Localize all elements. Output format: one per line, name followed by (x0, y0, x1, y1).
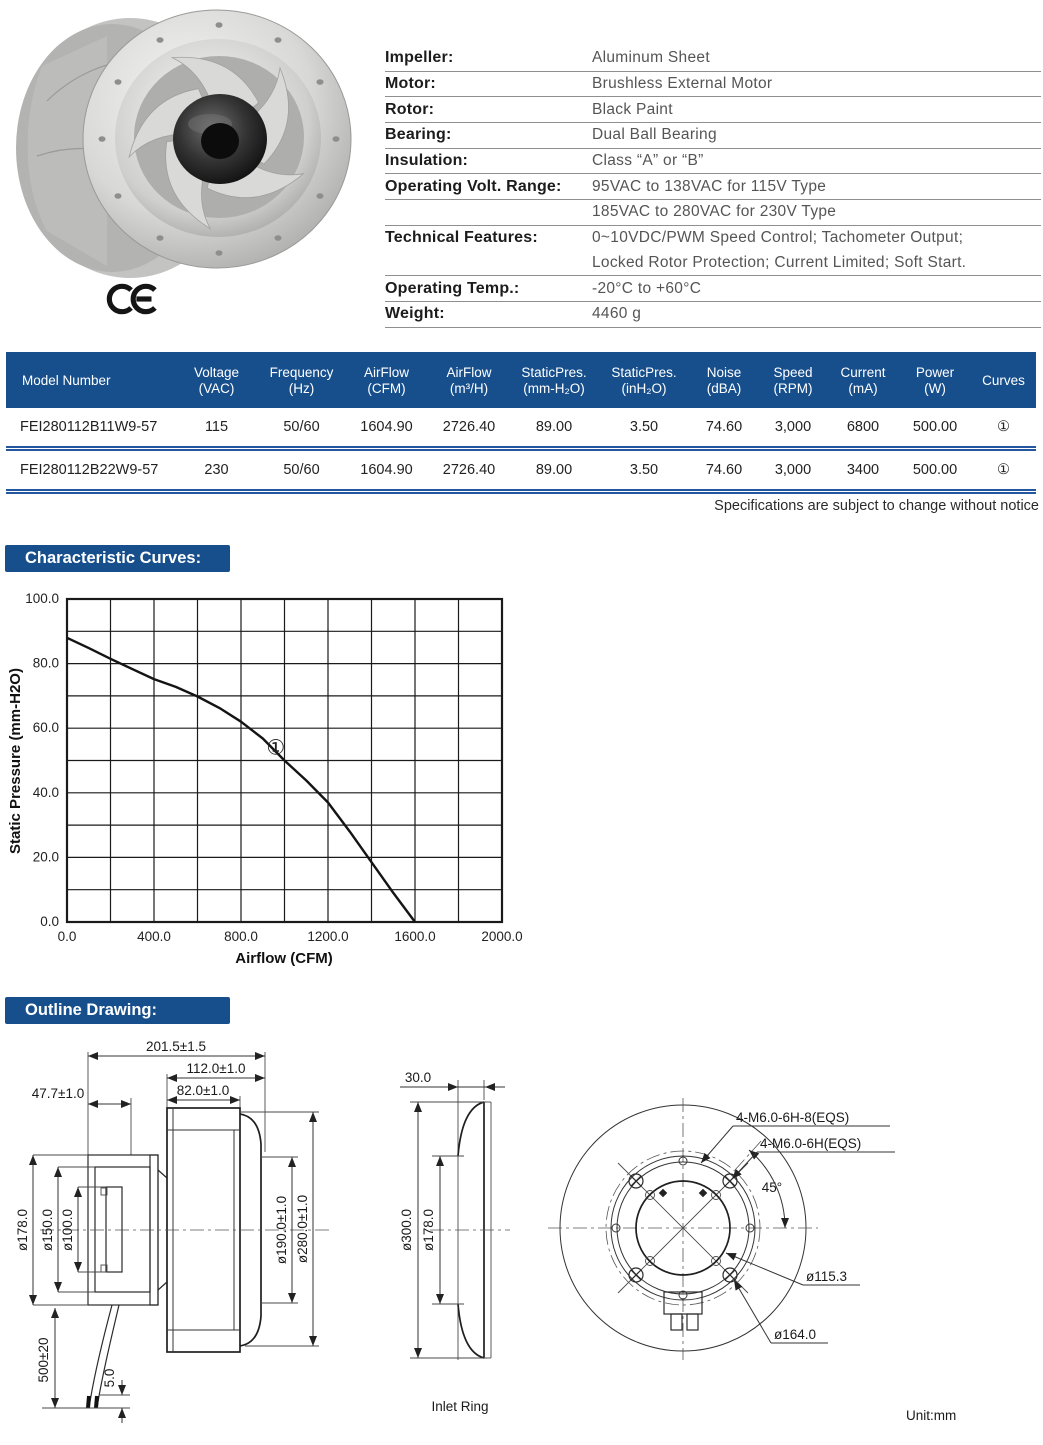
spec-value: Class “A” or “B” (592, 152, 704, 170)
spec-row (385, 174, 1041, 200)
svg-text:400.0: 400.0 (137, 929, 171, 944)
cell: 89.00 (509, 449, 599, 492)
dim-ring-inner: ø178.0 (421, 1208, 436, 1252)
dim-depth-112: 112.0±1.0 (186, 1061, 246, 1076)
cell: 1604.90 (344, 449, 429, 492)
col-header-noise: Noise (dBA) (689, 352, 759, 408)
cell: 50/60 (259, 408, 344, 449)
dim-depth-82: 82.0±1.0 (176, 1083, 230, 1098)
spec-label: Operating Temp.: (385, 279, 520, 297)
cell: 3.50 (599, 449, 689, 492)
svg-text:20.0: 20.0 (32, 849, 59, 865)
spec-label: Weight: (385, 305, 445, 323)
spec-row (385, 123, 1041, 149)
col-header-curves: Curves (971, 352, 1036, 408)
inlet-ring-caption: Inlet Ring (431, 1399, 489, 1414)
dim-d100: ø100.0 (60, 1208, 75, 1252)
spec-label: Bearing: (385, 126, 452, 144)
label-d115: ø115.3 (806, 1269, 848, 1284)
cell: 115 (174, 408, 259, 449)
dim-d280: ø280.0±1.0 (295, 1194, 310, 1264)
cell: 74.60 (689, 408, 759, 449)
spec-value: 0~10VDC/PWM Speed Control; Tachometer Output; (592, 229, 964, 247)
spec-row (385, 276, 1041, 302)
dim-motor-depth: 47.7±1.0 (31, 1086, 85, 1101)
label-tap-4: 4-M6.0-6H(EQS) (760, 1136, 862, 1151)
table-row (6, 449, 1036, 492)
spec-label: Technical Features: (385, 229, 538, 247)
spec-value: 185VAC to 280VAC for 230V Type (592, 203, 837, 221)
col-header-current: Current (mA) (827, 352, 899, 408)
cell: 74.60 (689, 449, 759, 492)
spec-value: Aluminum Sheet (592, 49, 710, 67)
fan-photo-illustration (12, 6, 372, 291)
dim-d150: ø150.0 (40, 1208, 55, 1252)
cell-model-number: FEI280112B22W9-57 (6, 449, 174, 492)
svg-text:800.0: 800.0 (224, 929, 258, 944)
cell: 89.00 (509, 408, 599, 449)
dim-ring-outer: ø300.0 (399, 1208, 414, 1252)
spec-value: Black Paint (592, 100, 673, 118)
svg-text:①: ① (266, 736, 286, 760)
svg-text:1200.0: 1200.0 (307, 929, 349, 944)
spec-label: Insulation: (385, 152, 469, 170)
dim-wire-tip: 5.0 (102, 1368, 117, 1388)
label-d164: ø164.0 (774, 1327, 817, 1342)
spec-row (385, 251, 1041, 277)
spec-label: Motor: (385, 75, 436, 93)
col-header-airflow-m3h: AirFlow (m³/H) (429, 352, 509, 408)
cell: 2726.40 (429, 408, 509, 449)
svg-text:0.0: 0.0 (57, 929, 77, 944)
spec-note: Specifications are subject to change without notice (714, 498, 1039, 514)
cell: 3400 (827, 449, 899, 492)
svg-text:80.0: 80.0 (32, 655, 59, 671)
unit-label: Unit:mm (906, 1408, 957, 1423)
dim-overall-length: 201.5±1.5 (146, 1039, 206, 1054)
cell: 500.00 (899, 408, 971, 449)
col-header-speed: Speed (RPM) (759, 352, 827, 408)
col-header-power: Power (W) (899, 352, 971, 408)
chart-tick-labels (25, 591, 522, 944)
spec-value: 4460 g (592, 305, 642, 323)
table-header-row (6, 352, 1036, 408)
col-header-frequency: Frequency (Hz) (259, 352, 344, 408)
spec-row (385, 46, 1041, 72)
svg-text:1600.0: 1600.0 (394, 929, 436, 944)
cell: 500.00 (899, 449, 971, 492)
spec-value: Dual Ball Bearing (592, 126, 717, 144)
cell: 50/60 (259, 449, 344, 492)
cell: 1604.90 (344, 408, 429, 449)
cell-model-number: FEI280112B11W9-57 (6, 408, 174, 449)
spec-value: 95VAC to 138VAC for 115V Type (592, 177, 827, 195)
model-table (6, 352, 1036, 494)
rear-view-drawing (548, 1098, 895, 1360)
spec-value: -20°C to +60°C (592, 279, 702, 297)
chart-y-axis-label: Static Pressure (mm-H2O) (7, 668, 24, 854)
cell: 230 (174, 449, 259, 492)
spec-row (385, 97, 1041, 123)
svg-text:60.0: 60.0 (32, 720, 59, 736)
spec-value: Brushless External Motor (592, 75, 773, 93)
outline-drawings (0, 1030, 1043, 1445)
section-heading-outline: Outline Drawing: (5, 997, 230, 1024)
col-header-staticpres-mm: StaticPres. (mm-H₂O) (509, 352, 599, 408)
characteristic-curve-chart (0, 575, 560, 975)
cell: 3.50 (599, 408, 689, 449)
cell: 3,000 (759, 408, 827, 449)
dim-d190: ø190.0±1.0 (274, 1195, 289, 1265)
svg-text:40.0: 40.0 (32, 784, 59, 800)
label-tap-8: 4-M6.0-6H-8(EQS) (736, 1110, 850, 1125)
col-header-voltage: Voltage (VAC) (174, 352, 259, 408)
svg-text:2000.0: 2000.0 (481, 929, 523, 944)
cell-curve-ref: ① (971, 449, 1036, 492)
spec-label: Rotor: (385, 100, 435, 118)
ce-mark-icon (103, 282, 165, 316)
spec-label: Operating Volt. Range: (385, 177, 562, 195)
spec-row (385, 302, 1041, 328)
cell: 3,000 (759, 449, 827, 492)
spec-row (385, 72, 1041, 98)
col-header-model: Model Number (6, 352, 174, 408)
dim-wire-length: 500±20 (36, 1337, 51, 1383)
cell: 6800 (827, 408, 899, 449)
inlet-ring-drawing (399, 1070, 510, 1414)
spec-row (385, 149, 1041, 175)
spec-list (385, 46, 1041, 328)
dim-d178: ø178.0 (15, 1208, 30, 1252)
svg-text:0.0: 0.0 (40, 914, 59, 929)
col-header-airflow-cfm: AirFlow (CFM) (344, 352, 429, 408)
section-heading-curves: Characteristic Curves: (5, 545, 230, 572)
side-view-drawing (15, 1039, 330, 1423)
spec-value: Locked Rotor Protection; Current Limited; Soft Start. (592, 253, 967, 271)
product-photo (12, 6, 372, 291)
spec-row (385, 226, 1041, 251)
svg-text:100.0: 100.0 (25, 591, 59, 606)
cell-curve-ref: ① (971, 408, 1036, 449)
cell: 2726.40 (429, 449, 509, 492)
table-row (6, 408, 1036, 449)
chart-x-axis-label: Airflow (CFM) (235, 950, 333, 967)
spec-label: Impeller: (385, 49, 454, 67)
spec-row (385, 200, 1041, 226)
dim-angle-45: 45° (761, 1180, 783, 1195)
dim-ring-depth: 30.0 (404, 1070, 432, 1085)
col-header-staticpres-in: StaticPres. (inH₂O) (599, 352, 689, 408)
